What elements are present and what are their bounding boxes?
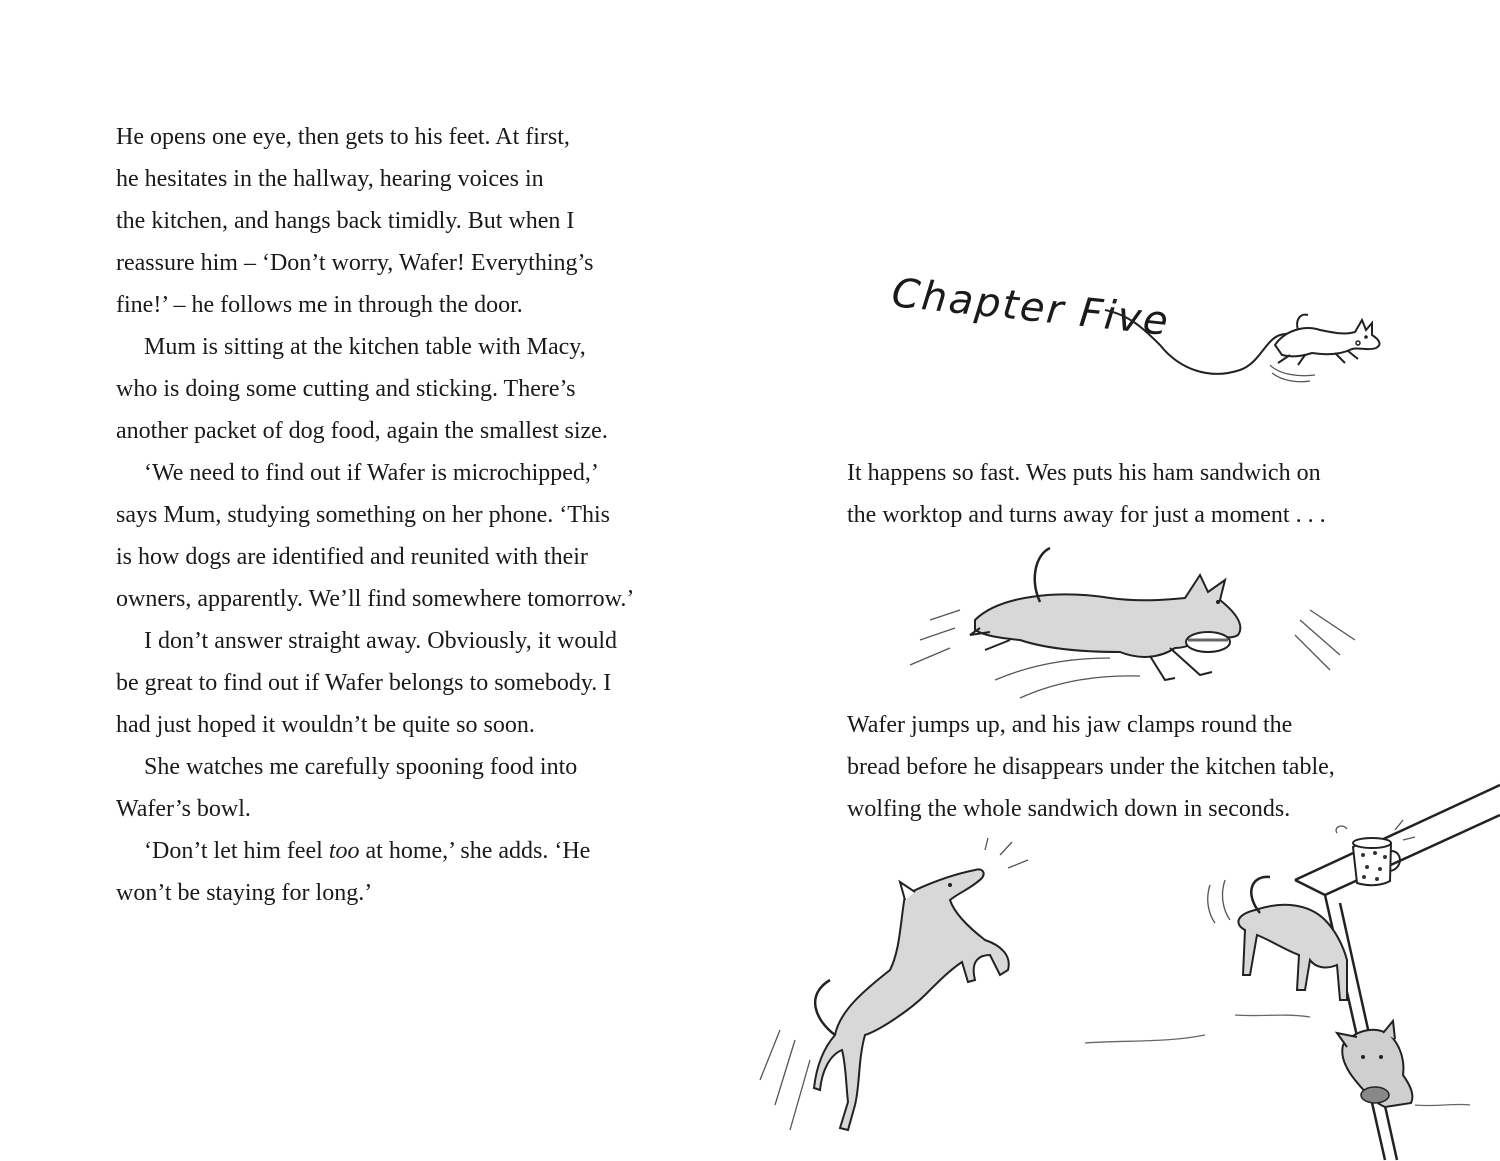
paragraph-1: He opens one eye, then gets to his feet. At first, he hesitates in the hallway, hearing voices in the kitchen, and hangs back timidly. But when I reassure him – ‘Don’t worry, Wafer! Everything’s fine!’ – he follows me in through the door.: [116, 124, 594, 318]
paragraph-5: She watches me carefully spooning food into Wafer’s bowl.: [116, 754, 578, 822]
dog-carrying-sandwich-illustration: [900, 540, 1370, 710]
dog-jumping-up-illustration: [750, 830, 1080, 1160]
paragraph-2: Mum is sitting at the kitchen table with Macy, who is doing some cutting and sticking. There’s another packet of dog food, again the smallest size.: [116, 334, 608, 444]
paragraph-4: I don’t answer straight away. Obviously, it would be great to find out if Wafer belongs to somebody. I had just hoped it wouldn’t be quite so soon.: [116, 628, 618, 738]
right-page: [750, 0, 1500, 1161]
dog-under-table-with-mug-illustration: [1085, 785, 1500, 1160]
leaping-dog-with-lead-illustration: [1100, 285, 1400, 395]
paragraph-6: ‘Don’t let him feel too at home,’ she adds. ‘He won’t be staying for long.’: [116, 838, 591, 906]
right-paragraph-2: Wafer jumps up, and his jaw clamps round the bread before he disappears under the kitchen table, wolfing the whole sandwich down in seconds.: [847, 712, 1335, 822]
left-page-text: [116, 116, 634, 914]
right-paragraph-1: It happens so fast. Wes puts his ham sandwich on the worktop and turns away for just a moment . . .: [847, 460, 1326, 528]
paragraph-3: ‘We need to find out if Wafer is microchipped,’ says Mum, studying something on her phone. ‘This is how dogs are identified and reunited with their owners, apparently. We’ll find somewhere tomorrow.’: [116, 460, 635, 612]
chapter-title: Chapter Five: [889, 270, 1172, 346]
